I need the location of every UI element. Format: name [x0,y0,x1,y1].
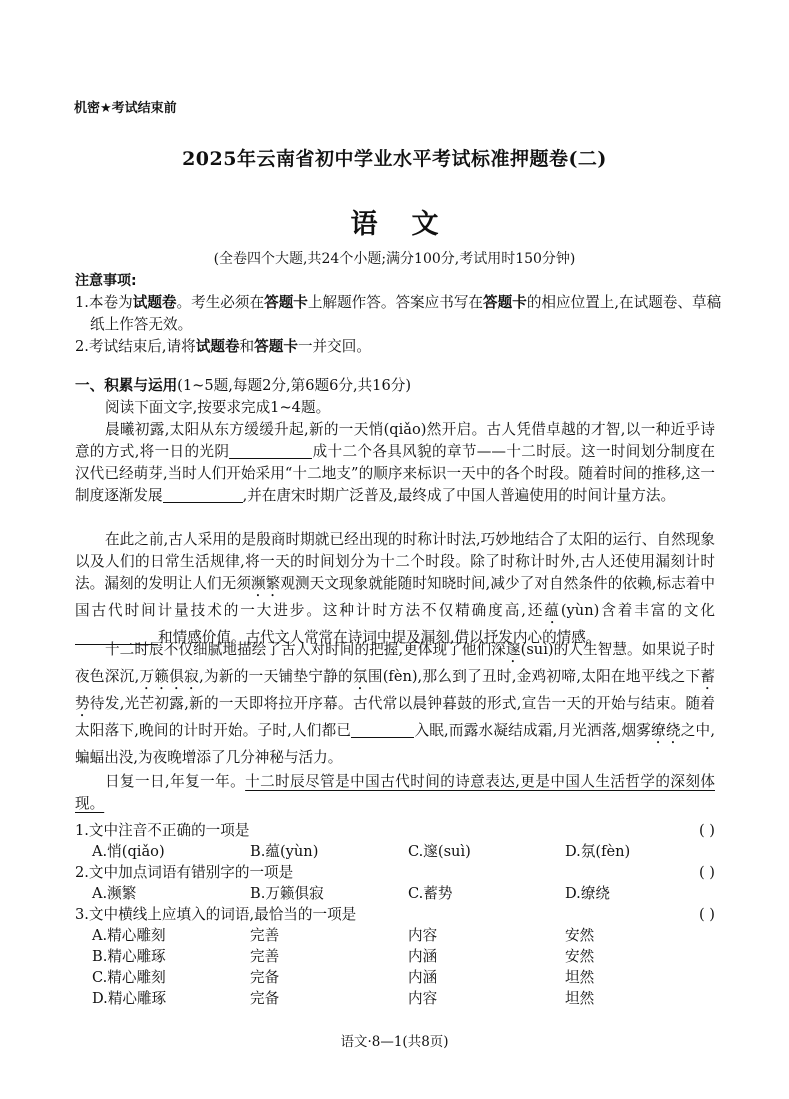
passage-paragraph-1: 晨曦初露,太阳从东方缓缓升起,新的一天悄(qiǎo)然开启。古人凭借卓越的才智,以一种近乎诗意的方式,将一日的光阴 成十二个各具风貌的章节——十二时辰。这一时间划分制度在汉代已经萌芽,当时人们开始采用“十二地支”的顺序来标识一天中的各个时段。随着时间的推移,这一制度逐渐发展 ,并在唐宋时期广泛普及,最终成了中国人普遍使用的时间计量方法。 [75,421,715,504]
option-row-b: B.精心雕琢 完善 内涵 安然 [92,948,595,965]
option-a: A.濒繁 [92,885,137,902]
answer-paren: ( ) [698,906,715,923]
option-c: C.蓄势 [408,885,453,902]
option-d: D.氛(fèn) [565,843,631,860]
fill-blank-1 [229,444,312,459]
passage-paragraph-2: 在此之前,古人采用的是殷商时期就已经出现的时称计时法,巧妙地结合了太阳的运行、自然现象以及人们的日常生活规律,将一天的时间划分为十二个时段。除了时称计时外,古人还使用漏刻计时法。漏刻的发明让人们无须濒繁观测天文现象就能随时知晓时间,减少了对自然条件的依赖,标志着中国古代时间计量技术的一大进步。这种计时方法不仅精确度高,还蕴(yùn)含着丰富的文化和情感价值。古代文人常常在诗词中提及漏刻,借以抒发内心的情感。 [75,531,715,646]
answer-paren: ( ) [698,822,715,839]
notice-heading: 注意事项: [75,273,137,289]
question-1: 1.文中注音不正确的一项是 ( ) A.悄(qiǎo) B.蕴(yùn) C.邃(suì) D.氛(fèn) [75,822,715,860]
exam-title: 2025年云南省初中学业水平考试标准押题卷(二) [182,148,607,170]
question-3: 3.文中横线上应填入的词语,最恰当的一项是 ( ) A.精心雕刻 完善 内容 安然 B.精心雕琢 完善 内涵 安然 C.精心雕刻 完备 内涵 坦然 D.精心雕琢 完备 内容 坦然 [75,906,715,1007]
fill-blank-2 [163,488,243,503]
passage-paragraph-4: 日复一日,年复一年。十二时辰尽管是中国古代时间的诗意表达,更是中国人生活哲学的深刻体现。 [75,773,715,812]
option-a: A.悄(qiǎo) [92,843,165,860]
fill-blank-4 [351,723,414,738]
question-2: 2.文中加点词语有错别字的一项是 ( ) A.濒繁 B.万籁俱寂 C.蓄势 D.缭绕 [75,864,715,902]
option-d: D.缭绕 [565,885,611,902]
option-b: B.蕴(yùn) [250,843,319,860]
page-footer: 语文·8—1(共8页) [340,1034,449,1050]
notice-item-1: 1.本卷为试题卷。考生必须在答题卡上解题作答。答案应书写在答题卡的相应位置上,在试题卷、草稿纸上作答无效。 [75,294,722,333]
option-c: C.邃(suì) [408,843,471,860]
option-row-a: A.精心雕刻 完善 内容 安然 [92,927,595,944]
passage-paragraph-3: 十二时辰不仅细腻地描绘了古人对时间的把握,更体现了他们深邃(suì)的人生智慧。如果说子时夜色深沉,万籁俱寂,为新的一天铺垫宁静的氛围(fèn),那么到了丑时,金鸡初啼,太阳在地平线之下蓄势待发,光芒初露,新的一天即将拉开序幕。古代常以晨钟暮鼓的形式,宣告一天的开始与结束。随着太阳落下,晚间的计时开始。子时,人们都已 入眠,而露水凝结成霜,月光洒落,烟雾缭绕之中,蝙蝠出没,为夜晚增添了几分神秘与活力。 [75,641,716,766]
answer-paren: ( ) [698,864,715,881]
section-heading: 一、积累与运用(1~5题,每题2分,第6题6分,共16分) [75,377,412,394]
subject-title: 语文 [350,209,473,240]
notice-item-2: 2.考试结束后,请将试题卷和答题卡一并交回。 [75,338,371,355]
exam-meta: (全卷四个大题,共24个小题;满分100分,考试用时150分钟) [213,251,576,267]
option-row-d: D.精心雕琢 完备 内容 坦然 [92,990,595,1007]
reading-instruction: 阅读下面文字,按要求完成1~4题。 [105,399,331,416]
option-row-c: C.精心雕刻 完备 内涵 坦然 [92,969,595,986]
underlined-sentence: 十二时辰尽管是中国古代时间的诗意表达,更是中国人生活哲学的深刻体现。 [75,773,715,812]
confidential-mark: 机密★考试结束前 [74,101,177,116]
option-b: B.万籁俱寂 [250,885,324,902]
